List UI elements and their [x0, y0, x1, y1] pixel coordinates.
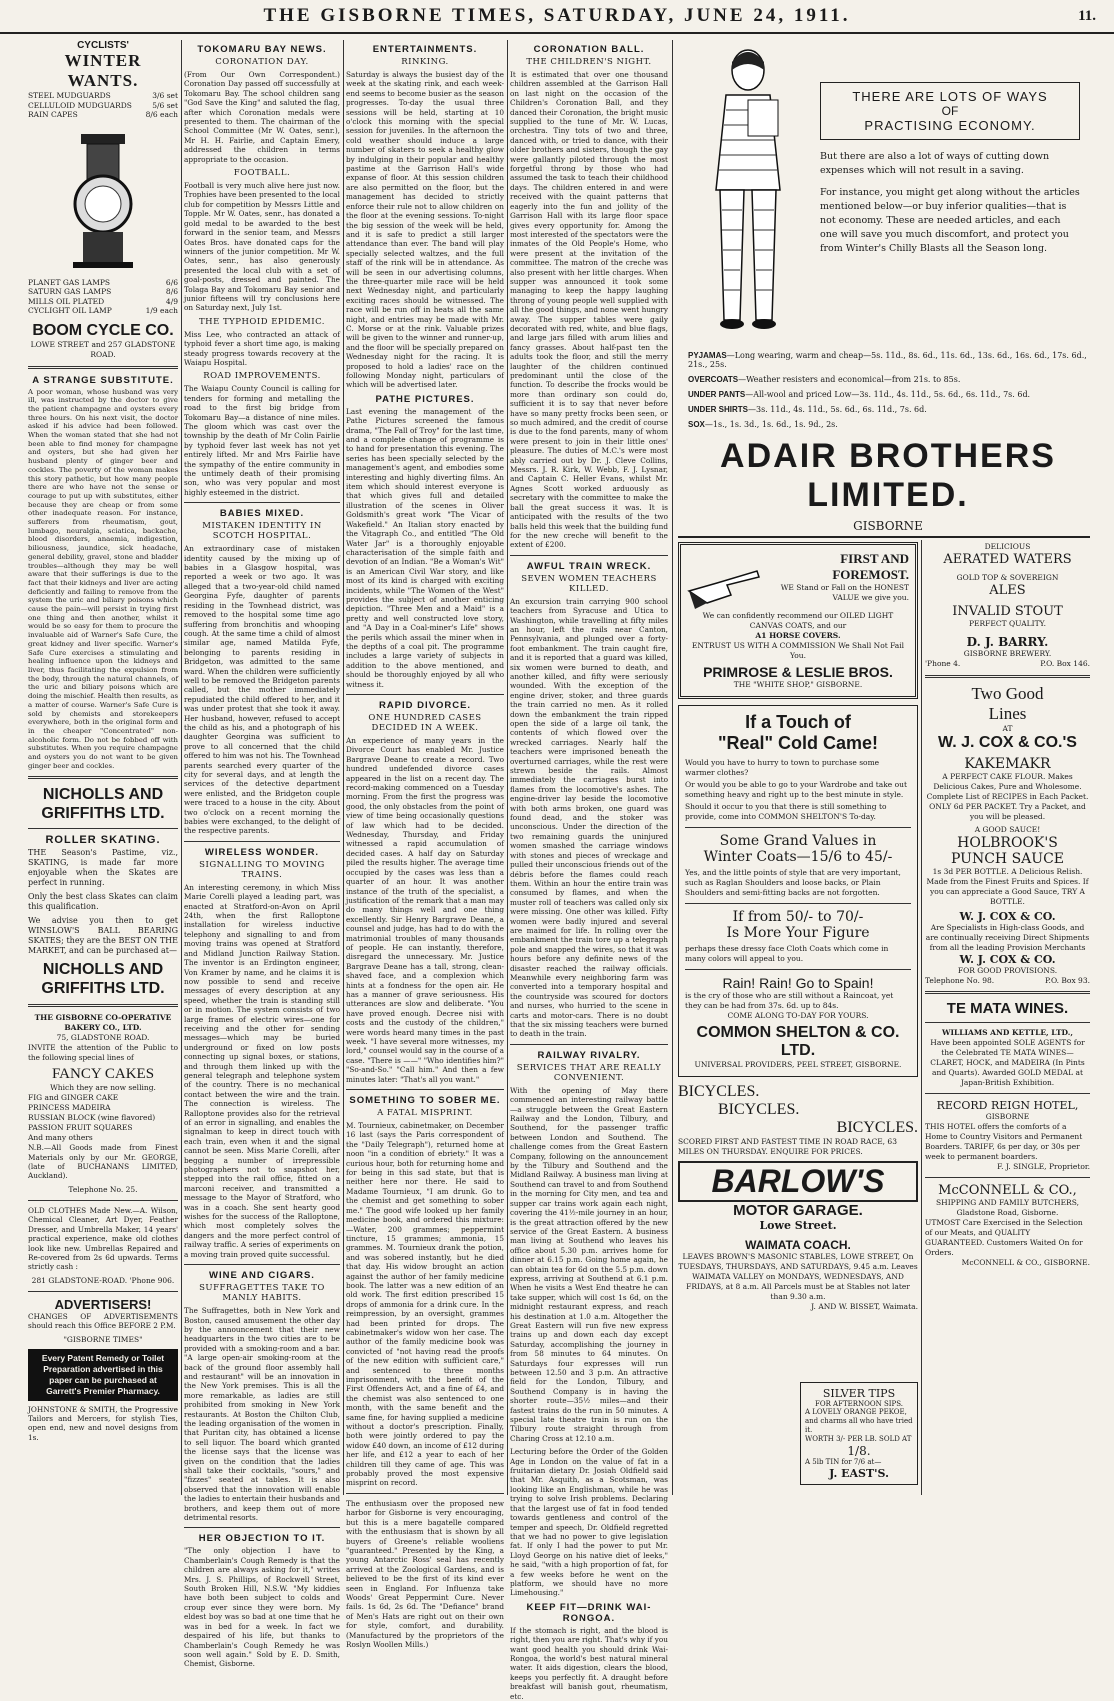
shelton-sub: UNIVERSAL PROVIDERS, PEEL STREET, GISBORNE. [694, 1060, 902, 1069]
rivalry-body: With the opening of May there commenced an interesting railway battle—a struggle between the Great Eastern Railway and the London, Tilbury, and Southend, for the passenger traffic between London and Southend. The challenge comes from the Great Eastern Company, following on the announcement by the Tilbury and Southend and the Midland Railway. A business man living at Southend can travel to and from Southend in the morning for City men, and tea and supper car trains work again each night, covering the 41½-mile journey in an hour, is the great attraction offered by the new service of the Great Eastern. A business man living at Southend who leaves his office about 5.30 p.m. arrives home for dinner at 6.15 p.m. Going home again, he can obtain tea for 6d on the 5.5 p.m. down express, arriving at Southend at 6.1 p.m. When he visits a West End theatre he can take supper, which will cost 1s 6d, on the midnight restaurant express, and reach his destination at 1.0 a.m. Altogether the Great Eastern will run five new express trains up and down each day except Saturday, accomplishing the journey in from 58 minutes to 64 minutes. On Saturdays four expresses will run between 12.50 and 3 p.m. An attractive field for the London, Tilbury, and Southend Company is in having the shorter route—35½ miles—and their fastest trains do the run in 50 minutes. A special late theatre train is run on the Tilbury route straight through from Charing Cross at 12.10 a.m. [510, 1085, 668, 1443]
silver-tips-ad [800, 1382, 918, 1485]
tips-sub: FOR AFTERNOON SIPS. [814, 1400, 904, 1408]
coach-tips-row [678, 1238, 918, 1312]
cyclists-head: CYCLISTS' [77, 40, 129, 51]
tips-head: SILVER TIPS [822, 1387, 896, 1400]
shelton-coats: Winter Coats—15/6 to 45/- [703, 849, 893, 865]
boom-cycle-address: LOWE STREET and 257 GLADSTONE ROAD. [30, 339, 176, 359]
shelton-body3: Should it occur to you that there is still something to provide, come into COMMON SHELTON'S To-day. [685, 802, 887, 821]
primrose-body2: We can confidently recommend our OILED LIGHT CANVAS COATS, and our [702, 611, 894, 630]
kakemakr: KAKEMAKR [964, 755, 1051, 772]
column-1 [28, 40, 178, 1495]
strange-substitute-head: A STRANGE SUBSTITUTE. [32, 374, 174, 386]
bakery-address: 75, GLADSTONE ROAD. [56, 1033, 150, 1043]
mcconnell-sign: McCONNELL & CO., GISBORNE. [961, 1258, 1090, 1267]
barlows-street: Lowe Street. [759, 1219, 837, 1232]
pathe-body: Last evening the management of the Pathe Pictures screened the famous drama, "The Fall of Troy" for the last time, and a complete change of programme is to hand for presentation this evening. The series has been specially selected by the management's agent, and embodies some interesting and highly diverting films. An item which should interest everyone is that which gives full and detailed illustration of the scenes in Oliver Goldsmith's great work "The Vicar of Wakefield." An Italian story enacted by the Vitagraph Co., and entitled "The Old Water Jar" is a thoroughly enjoyable characterisation of the simple faith and devotion of an Indian. "Be a Woman's Wit" is an American Civil War story, and like most of its kind is charged with exciting incidents, while "The Women of the West" provides the subject of another enticing depiction. "Three Men and a Maid" is a pretty and well constructed love story, and "A Day in a Coal-miner's Life" shows the perils which assail the miner when in the depths of a coal pit. The programme includes a large variety of subjects in addition to the above mentioned, and should be thoroughly enjoyed by all who witness it. [346, 406, 504, 689]
cox-brand-3: W. J. COX & CO. [959, 952, 1056, 966]
woman-in-pyjamas-illustration [688, 40, 808, 340]
column-3 [346, 40, 504, 1649]
holbrooks: HOLBROOK'S [957, 834, 1058, 851]
column-5-right [925, 542, 1090, 1497]
primrose-ad [678, 542, 918, 699]
column-rule [921, 540, 922, 1495]
bakery-phone: Telephone No. 25. [68, 1184, 138, 1194]
keepfit-body: If the stomach is right, and the blood is right, then you are right. That's why if you want good health you should drink Wai-Rongoa, the world's best natural mineral water. It aids digestion, clears the blood, keeps you perfectly fit. A draught before breakfast will banish gout, rheumatism, etc. [510, 1625, 668, 1701]
price-overcoats: OVERCOATS—Weather resisters and economical—from 21s. to 85s. [688, 375, 961, 384]
record-reign: RECORD REIGN HOTEL, [936, 1099, 1079, 1112]
mcconnell: McCONNELL & CO., [938, 1183, 1077, 1198]
mcconnell-addr: Gladstone Road, Gisborne. [956, 1208, 1059, 1217]
tokomaru-sub: CORONATION DAY. [215, 57, 309, 67]
bicycles-body: SCORED FIRST AND FASTEST TIME IN ROAD RACE, 63 MILES ON THURSDAY. ENQUIRE FOR PRICES. [678, 1137, 897, 1156]
barlows-name: BARLOW'S [678, 1161, 918, 1202]
williams-body: Have been appointed SOLE AGENTS for the Celebrated TE MATA WINES— CLARET, HOCK, and MADEIRA (In Pints and Quarts). Awarded GOLD MEDAL at Japan-British Exhibition. [930, 1038, 1085, 1087]
shelton-line1: If a Touch of [745, 712, 851, 732]
cox-brand: W. J. COX & CO.'S [938, 733, 1077, 751]
roller-skating-head: ROLLER SKATING. [45, 834, 161, 847]
lamp-price-list: PLANET GAS LAMPS 6/6 SATURN GAS LAMPS 8/6 MILLS OIL PLATED 4/9 CYCLIGHT OIL LAMP 1/9 each [28, 277, 178, 315]
cycle-lamp-illustration [53, 124, 153, 274]
cox-for: FOR GOOD PROVISIONS. [957, 965, 1058, 975]
strange-substitute-body: A poor woman, whose husband was very ill, was instructed by the doctor to give the patient champagne and oysters every three hours. On his next visit, the doctor asked if his advice had been followed. When the woman stated that she had not been able to find money for champagne and oysters, but she had given her husband plenty of ginger beer and cockles. The poverty of the woman makes this story pathetic, but how many people there are who have not the sense or courage to put up with substitutes, either because they are cheap or from some other inadequate reason. For instance, sufferers from rheumatism, gout, lumbago, neuralgia, sciatica, backache, blood disorders, anaemia, indigestion, biliousness, jaundice, sick headache, general debility, gravel, stone and bladder troubles—although they may be well aware that their sufferings is due to the fact that their kidneys and liver are acting deficiently and failing to remove from the system the uric and biliary poisons which cause the pain—will persist in trying first one thing and then another, whilst it would be so easy for them to procure the invaluable aid of Warner's Safe Cure, the great kidney and liver specific. Warner's Safe Cure exercises a stimulating and healing influence upon the kidneys and liver, thus facilitating the expulsion from the body, through the natural channels, of the uric and biliary poisons which are doing the mischief. Health then results, as a matter of course. Warner's Safe Cure is sold by chemists and storekeepers everywhere, both in the original form and in the cheaper "Concentrated" non-alcoholic form. Do not be fobbed off with substitutes. When you require champagne and oysters you do not want to be given ginger beer and cockles. [28, 387, 178, 770]
coach-head: WAIMATA COACH. [745, 1238, 851, 1252]
economy-line1: THERE ARE LOTS OF WAYS [852, 89, 1048, 104]
shelton-figure: Is More Your Figure [726, 925, 870, 941]
lines: Lines [988, 703, 1027, 723]
adair-place: GISBORNE [853, 519, 923, 533]
pathe-head: PATHE PICTURES. [375, 393, 475, 405]
cyclists-price-list [28, 91, 178, 120]
wireless-sub: SIGNALLING TO MOVING TRAINS. [199, 859, 325, 880]
two-good: Two Good [971, 683, 1044, 703]
waimata-coach-ad [678, 1238, 918, 1312]
newspaper-title: THE GISBORNE TIMES, SATURDAY, JUNE 24, 1911. [263, 5, 851, 26]
economy-line3: PRACTISING ECONOMY. [864, 118, 1036, 133]
sober-body: M. Tournieux, cabinetmaker, on December 16 last (says the Paris correspondent of the "Daily Telegraph"), returned home at noon "in a condition of ebriety." It was a curious hour, both for returning home and for being in this sad state, but that is neither here nor there. He said to Madame Tournieux, "I am drunk. Go to the chemist and get something to sober me." The good wife looked up her family medicine book, and ordered this mixture:—Water, 200 grammes; peppermint tincture, 15 grammes; ammonia, 15 grammes. M. Tournieux drank the potion, and was sobered instantly, but he died that day. His widow brought an action against the author of her family medicine book. The latter was a new edition of an old work. The first edition prescribed 15 drops of ammonia for a drink cure. In the reimpression, by an oversight, grammes had been printed for drops. The cabinetmaker's widow won her case. The author of the family medicine book was convicted of "not having read the proofs of the new edition with sufficient care," and sentenced to three months imprisonment, with the benefit of the First Offenders Act, and a fine of £4, and the chemist was also sentenced to one month, with the same benefit and the same fine, for having supplied a medicine without a doctor's prescription. Finally, both were jointly ordered to pay the widow £40 down, an income of £12 during her life, and £12 a year to each of her children till they came of age. This was probably proved the most expensive misprint on record. [346, 1121, 504, 1488]
record-body: THIS HOTEL offers the comforts of a Home to Country Visitors and Permanent Boarders. TARIFF, 6s per day, or 30s per week to permanent boarders. [925, 1122, 1083, 1161]
fancy-cakes-title: FANCY CAKES [51, 1066, 155, 1083]
shelton-name: COMMON SHELTON & CO. LTD. [696, 1024, 900, 1059]
rivalry-sub: SERVICES THAT ARE REALLY CONVENIENT. [516, 1062, 662, 1083]
shelton-body4: Yes, and the little points of style that are very important, such as Raglan Shoulders and loose backs, or Plain Shoulders and semi-fitting backs are not forgotten. [685, 868, 901, 897]
shelton-body: Would you have to hurry to town to purchase some warmer clothes? [685, 758, 880, 777]
tokomaru-body: (From Our Own Correspondent.) Coronation Day passed off successfully at Tokomaru Bay. The school children sang "God Save the King" and saluted the flag, after which Coronation medals were presented to them. The chairman of the School Committee (Mr W. Oates, senr.), Mr H. H. Fairlie, and Captain Emery, addressed the children in terms appropriate to the occasion. [184, 70, 340, 164]
economy-line2: OF [941, 104, 959, 118]
advertisers-head: ADVERTISERS! [54, 1296, 152, 1312]
price-row: STEEL MUDGUARDS 3/6 set [28, 91, 178, 100]
primrose-sub: THE "WHITE SHOP," GISBORNE. [733, 680, 863, 689]
price-pyjamas: PYJAMAS—Long wearing, warm and cheap—5s. 11d., 8s. 6d., 11s. 6d., 13s. 6d., 16s. 6d., 17s. 6d., 21s., 25s. [688, 351, 1087, 369]
page-number: 11. [1078, 8, 1096, 24]
divorce-body: An experience of many years in the Divorce Court has enabled Mr. Justice Bargrave Deane to create a record. Two hundred undefended divorce cases appeared in the list on a recent day. The record-making commenced on a Tuesday morning. From the first the progress was good, the only obstacles from the point of view of time being occasionally questions of law which had to be decided. Wednesday, Thursday, and Friday witnessed a rapid accumulation of decided cases. A half day on Saturday piled the results higher. The average time occupied by the cases was less than a quarter of an hour. It was another instance of the truth of the specialist, a justification of the remark that a man may do many things well and one thing excellently. Sir Henry Bargrave Deane, a counsel and judge, has had to do with the matrimonial troubles of many thousands of people. He can instantly, therefore, disregard the unnecessary. Mr. Justice Bargrave Deane has a tall, strong, clean-shaved face, and a complexion which hints at a fondness for the open air. He has a manner of grave seriousness. His utterances are slow and deliberate. "You have proved enough. Decree nisi with costs and the custody of the children," were words heard many times in the past week. "I have several more witnesses, my lord," counsel would say in the course of a case. "There is ——" "Who identifies him?" "So-and-So." "Call him." And then a few minutes later: "That's all you want." [346, 736, 504, 1084]
wreck-head: AWFUL TRAIN WRECK. [526, 560, 652, 572]
tips-name: J. EAST'S. [829, 1467, 889, 1480]
record-gisborne: GISBORNE [985, 1112, 1030, 1121]
sober-sub: A FATAL MISPRINT. [377, 1108, 473, 1119]
good-sauce: A GOOD SAUCE! [974, 824, 1041, 834]
primrose-first: FIRST AND FOREMOST. [832, 551, 909, 582]
section-divider [678, 536, 1090, 538]
price-row: RAIN CAPES 8/6 each [28, 110, 178, 119]
objection-head: HER OBJECTION TO IT. [198, 1533, 326, 1545]
roller-skating-body: THE Season's Pastime, viz., SKATING, is made far more enjoyable when the Skates are perfect in running. [28, 848, 178, 888]
punch-sauce: PUNCH SAUCE [950, 850, 1065, 867]
shelton-body2: Or would you be able to go to your Wardrobe and take out something heavy and right up to the best minute in style. [685, 780, 907, 799]
advertisers-sign: "GISBORNE TIMES" [63, 1334, 143, 1344]
masthead [0, 0, 1114, 34]
cox-body: Are Specialists in High-class Goods, and are continually receiving Direct Shipments from all the leading Provision Merchants [925, 922, 1090, 952]
price-under-pants: UNDER PANTS—All-wool and priced Low—3s. 11d., 4s. 11d., 5s. 6d., 6s. 11d., 7s. 6d. [688, 390, 1031, 399]
bicycles-2: BICYCLES. [718, 1101, 800, 1118]
enthusiasm-body: The enthusiasm over the proposed new harbor for Gisborne is very encouraging, but this is a mere bagatelle compared with the enthusiasm that is shown by all buyers of Greene's reliable wooliens "guaranteed." Presented by the King, a young Antarctic Ross' seal has recently arrived at the Zoological Gardens, and is believed to be the first of its kind ever seen in England. For Influenza take Woods' Great Peppermint Cure. Never fails. 1s 6d, 2s 6d. The "Defiance" brand of Men's Hats are right out on their own for style, comfort, and durability. (Manufactured by the proprietors of the Roslyn Woollen Mills.) [346, 1498, 504, 1649]
tips-tin: A 5lb TIN for 7/6 at— [805, 1458, 882, 1466]
rinking-body: Saturday is always the busiest day of the week at the skating rink, and each week-end seems to become busier as the season progresses. To-day the usual three sessions will be held, starting at 10 o'clock this morning with the special session for juveniles. In the afternoon the cold weather should induce a large number of skaters to seek a healthy glow by indulging in their popular and healthy pastime at the Garrison Hall's wide expanse of floor. At this session children are also permitted on the floor, but the management has decided to strictly enforce their rule not to allow children on the floor at the evening sessions. To-night the big session of the week will be held, and it is safe to predict a still larger attendance than ever. The band will play specially selected waltzes, and the full staff of the rink will be in attendance. As will be seen in our advertising columns, the three-quarter mile race will be held next Wednesday night, and particularly exciting races should be witnessed. The race will be run off in heats all the same night, and entries may be made with Mr. C. Morse or at the rink. Valuable prizes will be given to the winner and runner-up, and the floor will be specially prepared on Wednesday night for the racing. It is proposed to hold a ladies' race on the following Monday night, particulars of which will be advertised later. [346, 70, 504, 390]
old-clothes-address: 281 GLADSTONE-ROAD. 'Phone 906. [31, 1275, 175, 1285]
delicious: DELICIOUS [984, 542, 1031, 551]
column-5-left [678, 542, 918, 1497]
advertisers-body: CHANGES OF ADVERTISEMENTS should reach this Office BEFORE 2 P.M. [28, 1311, 178, 1331]
shelton-from: If from 50/- to 70/- [732, 909, 864, 925]
ball-head: CORONATION BALL. [533, 44, 645, 55]
column-4 [510, 40, 668, 1701]
football-body: Football is very much alive here just now. Trophies have been presented to the local club for competition by Messrs Little and Topple. Mr W. Oates, senr., has donated a gold medal to be awarded to the best forward in the senior team, and Messrs Oates Bros. have donated caps for the winners of the junior competition. Mr W. Oates, senr., has also generously presented the local club with a set of goal-posts, dressed and painted. The Tolaga Bay and Tokomaru Bay senior and junior fifteens will try conclusions here on Saturday next, July 1st. [184, 181, 340, 313]
bakery-sub: Which they are now selling. [50, 1083, 156, 1093]
wreck-sub: SEVEN WOMEN TEACHERS KILLED. [521, 573, 657, 594]
kakemakr-body: A PERFECT CAKE FLOUR. Makes Delicious Cakes, Pure and Wholesome. Complete List of RECIPES in Each Packet. ONLY 6d PER PACKET. Try a Packet, and you will be pleased. [926, 771, 1089, 821]
column-rule [672, 40, 673, 1495]
babies-head: BABIES MIXED. [219, 508, 305, 520]
shelton-rain: Rain! Rain! Go to Spain! [722, 975, 874, 991]
football-sub: FOOTBALL. [233, 168, 291, 179]
column-rule [343, 40, 344, 1495]
bakery-head: THE GISBORNE CO-OPERATIVE BAKERY CO., LTD. [34, 1013, 172, 1033]
roller-skating-body3: We advise you then to get WINSLOW'S BALL BEARING SKATES; they are the BEST ON THE MARKET, and can be purchased at— [28, 916, 178, 956]
objection-body: "The only objection I have to Chamberlain's Cough Remedy is that the children are always asking for it," writes Mrs. J. S. Phillips, of Rockwell Street, South Broken Hill, N.S.W. "My kiddies have both been subject to colds and croup ever since they were born. My eldest boy was so bad at one time that he was in bed for a week. In fact we despaired of his life, but thanks to Chamberlain's Cough Remedy he was soon well again." Sold by E. D. Smith, Chemist, Gisborne. [184, 1546, 340, 1669]
column-rule [181, 40, 182, 1495]
sober-head: SOMETHING TO SOBER ME. [349, 1095, 501, 1107]
tips-worth: WORTH 3/- PER LB. SOLD AT [805, 1435, 912, 1443]
primrose-body3: A1 HORSE COVERS. [755, 631, 841, 640]
entertainments-head: ENTERTAINMENTS. [372, 44, 478, 55]
cox-contact: Telephone No. 98. P.O. Box 93. [925, 975, 1090, 985]
tokomaru-head: TOKOMARU BAY NEWS. [197, 44, 327, 55]
roller-skating-body2: Only the best class Skates can claim this qualification. [28, 892, 178, 912]
patent-remedy-notice: Every Patent Remedy or Toilet Preparation advertised in this paper can be purchased at Garrett's Premier Pharmacy. [28, 1349, 178, 1401]
primrose-name: PRIMROSE & LESLIE BROS. [703, 664, 893, 680]
shelton-grand: Some Grand Values in [719, 833, 877, 849]
coach-body: LEAVES BROWN'S MASONIC STABLES, LOWE STREET, On TUESDAYS, THURSDAYS, AND SATURDAYS, 9.45 a.m. Leaves WAIMATA VALLEY on MONDAYS, WEDNESDAYS, AND FRIDAYS, at 8 a.m. All Parcels must be at Stables not later than 9.30 a.m. [678, 1252, 918, 1301]
bakery-body: INVITE the attention of the Public to the following special lines of [28, 1043, 178, 1062]
wireless-head: WIRELESS WONDER. [204, 846, 320, 858]
road-body: The Waiapu County Council is calling for tenders for forming and metalling the road to the first big bridge from Tokomaru Bay—a distance of nine miles. The gloom which was cast over the township by the death of Mr Colin Fairlie by typhoid fever last week has not yet entirely lifted. Mr and Mrs Fairlie have the sympathy of the entire community in the untimely death of their promising son, who was very popular and most highly esteemed in the district. [184, 384, 340, 497]
economy-body2: For instance, you might get along without the articles mentioned below—or buy inferior qualities—that is not economy. These are needed articles, and each one will save you much discomfort, and protect you from Winter's Chilly Blasts all the Season long. [820, 187, 1080, 254]
column-2 [184, 40, 340, 1669]
shelton-body6: is the cry of those who are still without a Raincoat, yet they can be had from 37s. 6d. up to 84s. [685, 991, 894, 1010]
economy-body: But there are also a lot of ways of cutting down expenses which will not result in a saving. [820, 151, 1050, 176]
perfect-quality: PERFECT QUALITY. [969, 619, 1046, 628]
aerated-waters: AERATED WATERS [943, 552, 1072, 567]
holbrook-body: 1s 3d PER BOTTLE. A Delicious Relish. Made from the Finest Fruits and Spices. If you can appreciate a Good Sauce, TRY A BOTTLE. [926, 866, 1089, 906]
cox-brand-2: W. J. COX & CO. [959, 909, 1056, 923]
at: AT [1002, 723, 1013, 733]
bakery-items: FIG and GINGER CAKE PRINCESS MADEIRA RUSSIAN BLOCK (wine flavored) PASSION FRUIT SQUARES And many others [28, 1093, 156, 1143]
williams-kettle: WILLIAMS AND KETTLE, LTD., [942, 1028, 1073, 1037]
nicholls-griffiths-brand-2: NICHOLLS AND GRIFFITHS LTD. [41, 961, 165, 998]
economy-ad [820, 82, 1080, 256]
adair-price-list [688, 345, 1088, 533]
price-sox: SOX—1s., 1s. 3d., 1s. 6d., 1s. 9d., 2s. [688, 420, 838, 429]
wine-body: The Suffragettes, both in New York and Boston, caused amusement the other day by the announcement that their new headquarters in the two cities are to be provided with a smoking-room and a bar. "A large open-air smoking-room at the back of the ground floor assembly hall and restaurant" will be an innovation in the New York premises. This is all the more remarkable, as ladies are still prohibited from smoking in New York restaurants. At Boston the Chilton Club, the leading organisation of the women in that Puritan city, has obtained a license to sell liquor. The board which granted the license says that the license was given on the condition that the ladies shall take their cocktails, "sours," and "fizzes" seated at tables. It is also observed that the innovation will enable the ladies to entertain their husbands and brothers, and keep them out of more detrimental resorts. [184, 1306, 340, 1523]
adair-brothers-name: ADAIR BROTHERS LIMITED. [720, 437, 1056, 514]
winter-wants-title: WINTER WANTS. [64, 51, 142, 90]
record-single: F. J. SINGLE, Proprietor. [997, 1162, 1090, 1171]
ales: ALES [989, 583, 1026, 598]
common-shelton-ad [678, 705, 918, 1077]
column-rule [507, 40, 508, 1495]
road-sub: ROAD IMPROVEMENTS. [203, 371, 321, 382]
babies-body: An extraordinary case of mistaken identity caused by the mixing up of babies in a Glasgow hospital, was reported a week or two ago. It was alleged that a two-year-old child named Georgina Fyfe, daughter of parents residing in the Townhead district, was removed to the hospital some time ago suffering from bronchitis and whooping cough. At the same time a child of almost similar age, named Matilda Fyfe, belonging to parents residing in Bridgeton, was admitted to the same ward. When the children were sufficiently well to be removed the Bridgeton parents called, but the mother immediately repudiated the child offered to her, and it was under protest that she took it away. Her husband, however, refused to accept the child as his, and a photograph of his daughter Georgina was sufficient to prove to all concerned that the child offered to him was not his. The Townhead parents searched every quarter of the city for several days, and at length the services of the detective department were enlisted, and the Bridgeton couple were traced to a house in the city. About two o'clock on a recent morning the babies were exchanged, to the delight of the respective parents. [184, 544, 340, 836]
tips-price: 1/8. [847, 1444, 871, 1458]
boom-cycle-brand: BOOM CYCLE CO. [32, 321, 174, 339]
barry-brewery: GISBORNE BREWERY. [963, 649, 1052, 658]
invalid-stout: INVALID STOUT [952, 604, 1063, 619]
bicycles-1: BICYCLES. [678, 1083, 760, 1100]
tips-body: A LOVELY ORANGE PEKOE, and charms all who have tried it. [805, 1408, 913, 1434]
johnstone-smith-ad: JOHNSTONE & SMITH, the Progressive Tailors and Mercers, for stylish Ties, open end, new and novel designs from 1s. [28, 1404, 178, 1442]
gold-top: GOLD TOP & SOVEREIGN [956, 573, 1059, 582]
wreck-body: An excursion train carrying 900 school teachers from Syracuse and Utica to Washington, while travelling at fifty miles an hour, left the rails near Canton, Pennsylvania, and plunged over a forty-foot embankment. The train caught fire, and it is reported that a guard was killed, six women were burned to death, and another killed, and fifty were seriously wounded. With the exception of the engine driver, stoker, and three guards the train carried no men. As it rolled down the embankment the train ripped open the side of a large oil tank, the contents of which flowed over the wrecked carriages. Nearly half the teachers were imprisoned beneath the overturned carriages, while the rest were strewn beside the rails. Almost immediately the carriages burst into flames from the locomotive's ashes. The engine-driver lay beside the locomotive with both arms broken, one guard was found dead, and the stoker was unconscious. Under the direction of the two remaining guards the uninjured women smashed the carriage windows with stones and pieces of wreckage and pulled their unconscious friends out of the débris before the flames could reach them. Within an hour the entire train was consumed by flames, and when the muster roll of teachers was called only six were missing. One other was killed. Fifty women were badly injured and several are maimed for life. In rolling over the embankment the train tore up a telegraph pole and snapped the wires, so that it was hours before any definite news of the disaster reached the railway officials. Meanwhile every neighboring farm was converted into a temporary hospital and the countryside was scoured for doctors and nurses, who hurried to the scene in carts and motor-cars. There is no doubt that the six missing teachers were burned to death in the train. [510, 596, 668, 1039]
mcconnell-body: UTMOST Care Exercised in the Selection of our Meats, and QUALITY GUARANTEED. Customers Waited On for Orders. [925, 1218, 1083, 1257]
nicholls-griffiths-brand: NICHOLLS AND GRIFFITHS LTD. [41, 786, 165, 823]
ball-body: It is estimated that over one thousand children assembled at the Garrison Hall on last night on the occasion of the Children's Coronation Ball, and they danced their Coronation, the bright music supplied to the tune of Mr. W. Lucas, orchestra. Tiny tots of two and three, danced with, or tried to dance, with their older brothers and sisters, though the gay were gallantly piloted through the most forgetful throng by those who had assumed the task to teach their childhood days. The children entered in and were received with the quaint patterns that eagerly into the fun and jollity of the Garrison Hall with its large floor space gives every opportunity for. Among the most interested of the spectators were the inmates of the Old People's Home, who were present at the invitation of the committee. The matron of the creche was also present with her little charges. When supper was announced it took some managing to keep the happy laughing throng of young people well supplied with all the good things, and none went hungry away. The supper tables were gaily decorated with red, white, and blue flags, and large jars filled with arum lilies and fancy grasses. About half-past ten the adults took the floor, and still the merry laughter of the children continued predominant until the close of the function. To describe the frocks would be more than ordinary son could do, sufficient it is to say that never before have so many pretty frocks been seen, or so much admired, and the credit of course is due to the fond parents, many of whom were present to join in their little ones' pleasure. The duties of M.C.'s were most ably carried out by Dr. J. Cleve Collins, Messrs. J. R. Kirk, W. Webb, F. J. Lysnar, and Captain C. Heller Evans, whilst Mr. Agnes Scott worked arduously as secretary with the committee to make the ball the great success it was. It is anticipated with the results of the two balls held this week that the building fund for the new creche will benefit to the extent of £200. [510, 70, 668, 550]
old-clothes-body: OLD CLOTHES Made New.—A. Wilson, Chemical Cleaner, Art Dyer, Feather Dresser, and Umbrella Maker, 14 years' practical experience, make old clothes look like new. Umbrellas Repaired and Re-covered from 2s 6d upwards. Terms strictly cash : [28, 1205, 178, 1272]
barlows-sub: MOTOR GARAGE. [733, 1202, 863, 1219]
primrose-body: WE Stand or Fall on the HONEST VALUE we give you. [780, 583, 909, 602]
wine-sub: SUFFRAGETTES TAKE TO MANLY HABITS. [199, 1283, 325, 1304]
ball-sub: THE CHILDREN'S NIGHT. [526, 57, 652, 67]
barry-name: D. J. BARRY. [966, 635, 1049, 649]
keepfit-head: KEEP FIT—DRINK WAI-RONGOA. [526, 1601, 652, 1624]
te-mata-wines: TE MATA WINES. [946, 1000, 1069, 1017]
typhoid-sub: THE TYPHOID EPIDEMIC. [198, 316, 325, 327]
barry-contact: 'Phone 4. P.O. Box 146. [925, 659, 1090, 668]
rinking-sub: RINKING. [401, 57, 449, 67]
coach-sign: J. AND W. BISSET, Waimata. [811, 1302, 918, 1311]
rivalry-head: RAILWAY RIVALRY. [537, 1049, 641, 1061]
bicycles-3: BICYCLES. [836, 1119, 918, 1136]
typhoid-body: Miss Lee, who contracted an attack of typhoid fever a short time ago, is making steady progress towards recovery at the Waiapu Hospital. [184, 329, 340, 367]
shelton-body5: perhaps these dressy face Cloth Coats which come in many colors will appeal to you. [685, 944, 889, 963]
wine-head: WINE AND CIGARS. [209, 1270, 315, 1282]
babies-sub: MISTAKEN IDENTITY IN SCOTCH HOSPITAL. [202, 521, 322, 542]
bakery-note: N.B.—All Goods made from Finest Materials only by our Mr. GEORGE, (late of BUCHANANS LIMITED, Auckland). [28, 1143, 178, 1181]
shelton-line2: "Real" Cold Came! [717, 733, 879, 753]
divorce-head: RAPID DIVORCE. [378, 700, 472, 711]
price-row: CELLULOID MUDGUARDS 5/6 set [28, 100, 178, 110]
price-under-shirts: UNDER SHIRTS—3s. 11d., 4s. 11d., 5s. 6d., 6s. 11d., 7s. 6d. [688, 405, 927, 414]
lecture-body: Lecturing before the Order of the Golden Age in London on the value of fat in a fruitarian dietary Dr. Josiah Oldfield said that Mr. Asquith, as a Scotsman, was looking like an Englishman, while he was trying to solve Irish problems. Declaring that the largest use of fat in food tended towards gentleness and control of the temper and speech, Dr. Oldfield regretted that we had no power to give legislation fat. If only I had the power to put Mr. Lloyd George on his native diet of leeks," he said, "with a high proportion of fat, for a few weeks before he went on the platform, we should have no more Limehousing." [510, 1447, 668, 1598]
pointing-hand-icon [687, 551, 767, 611]
shelton-come: COME ALONG TO-DAY FOR YOURS. [727, 1011, 869, 1020]
divorce-sub: ONE HUNDRED CASES DECIDED IN A WEEK. [368, 713, 482, 733]
barlows-ad [678, 1083, 918, 1232]
mcconnell-sub: SHIPPING AND FAMILY BUTCHERS, [936, 1198, 1079, 1207]
wireless-body: An interesting ceremony, in which Miss Marie Corelli played a leading part, was enacted at Stratford-on-Avon on April 24th, when the first Ralloptone installation for wireless inductive telephony and signalling to and from moving trains was opened at Stratford and Midland Junction Railway Station. The inventor is an Erdington engineer, Von Kramer by name, and he claims it is now possible to send and receive messages of every description at any speed, whether the train is standing still or in motion. The system consists of two large frames of electric wires—one for receiving and the other for sending messages—which may be buried underground or fixed on low posts connecting up signal boxes, or stations, and through them linked up with the general telegraph and telephone system of the country. There is no mechanical contact between the wire and the train. The connection is wireless. The Ralloptone provides also for the retrieval of an error in signalling, and enables the signalman to keep in direct touch with each train, even when it and the signal cannot be seen. Miss Marie Corelli, after begging a number of irrepressible photographers not to snapshot her, stepped into the rail office, fitted on a marconi receiver, and transmitted a message to the Mayor of Stratford, who was in a coach. She sent hearty good wishes for the success of the Ralloptone, which most completely solves the dangers and the more perfect control of railway traffic. A series of experiments on a moving train proved quite successful. [184, 882, 340, 1259]
primrose-body4: ENTRUST US WITH A COMMISSION We Shall Not Fail You. [691, 641, 905, 660]
